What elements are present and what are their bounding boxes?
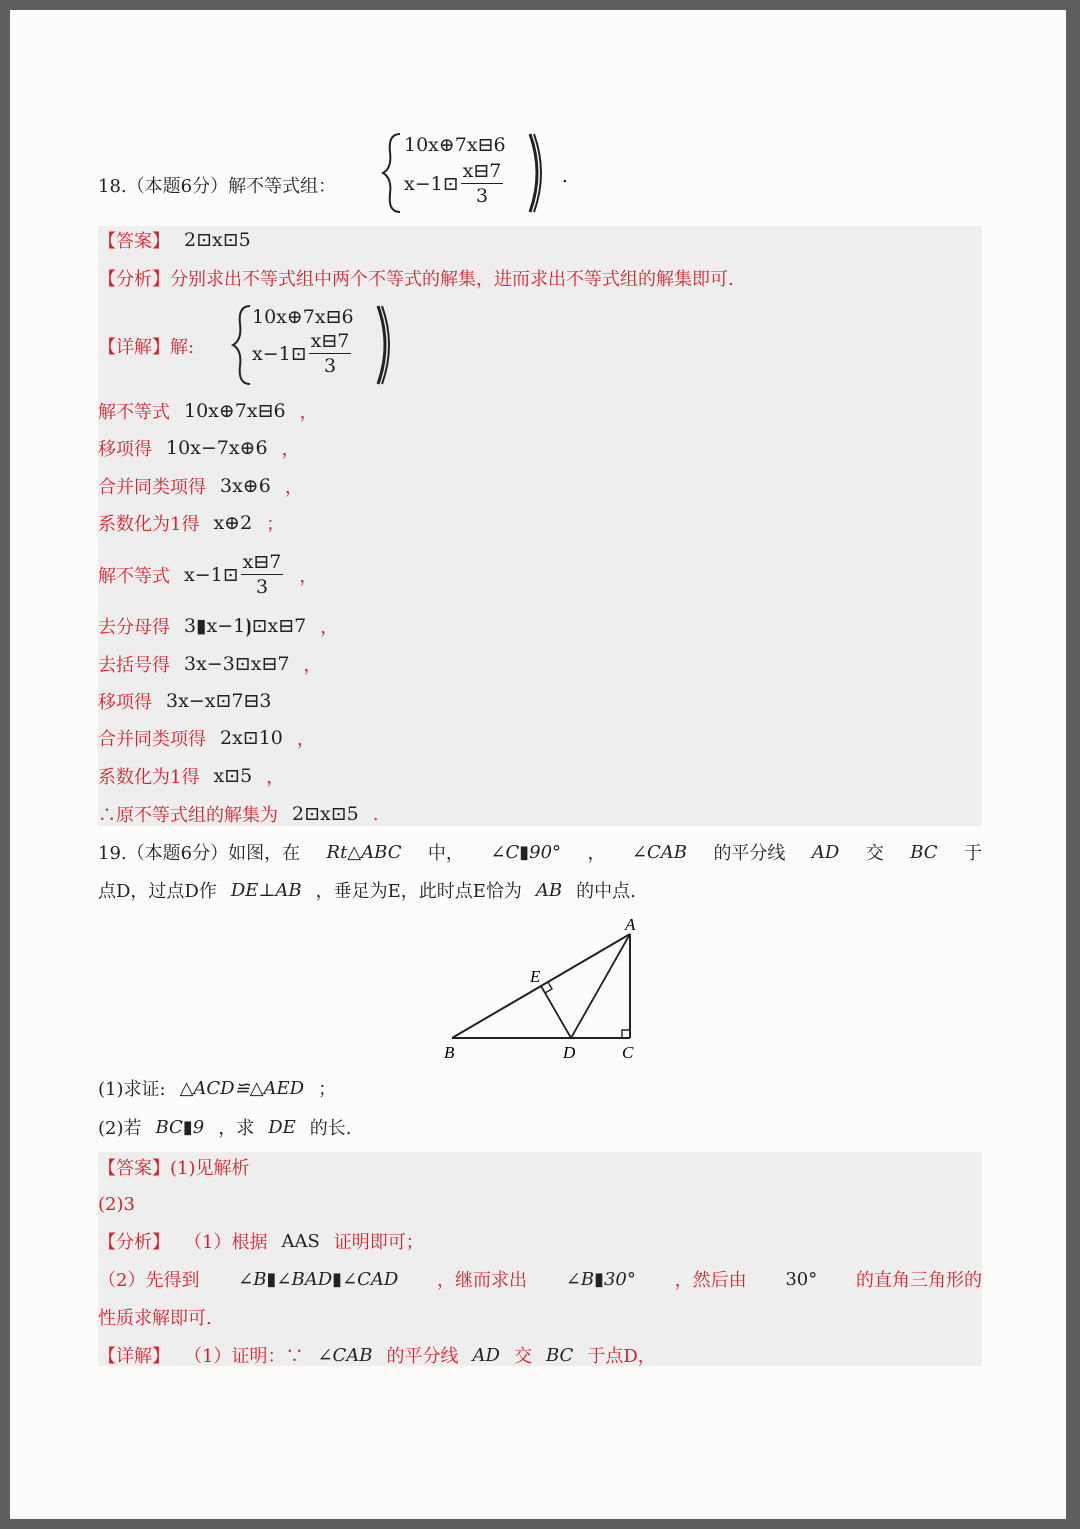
- step-end: .: [372, 803, 379, 825]
- detail-text: 的平分线: [386, 1346, 459, 1367]
- step-end: ，: [299, 566, 318, 587]
- q18-system: [380, 132, 406, 218]
- step-math: 2⊡x⊡5: [292, 803, 359, 825]
- q19-text: (2)若: [98, 1118, 142, 1139]
- step-math: 2x⊡10: [220, 727, 283, 749]
- answer-tag: 【答案】: [98, 1158, 170, 1179]
- q19-line1: [98, 834, 982, 870]
- a18-l2-numerator: x⊟7: [310, 330, 350, 352]
- q19-part2: [98, 1109, 352, 1145]
- step-end: ，: [299, 402, 318, 423]
- triangle-figure: [430, 910, 670, 1070]
- right-angle-C: [622, 1030, 630, 1038]
- step-label: 移项得: [98, 692, 152, 713]
- detail-tag: 【详解】: [98, 337, 170, 358]
- analysis-math: 30°: [785, 1268, 818, 1290]
- q19-text: ，求: [218, 1118, 255, 1139]
- analysis-math: AAS: [281, 1230, 320, 1252]
- q19-math: AD: [811, 841, 840, 863]
- q19-text: 点D，过点D作: [98, 881, 217, 902]
- step-end: ，: [320, 617, 339, 638]
- q18-right-paren: [526, 132, 546, 218]
- step-row: [98, 550, 317, 600]
- a18-detail: [98, 328, 194, 364]
- q19-part1: [98, 1070, 336, 1106]
- answer-tag: 【答案】: [98, 231, 170, 252]
- step-row: [98, 646, 321, 682]
- a18-analysis: [98, 260, 734, 296]
- step-math: 10x⊕7x⊟6: [184, 400, 286, 422]
- a18-system-line2: [252, 332, 353, 376]
- analysis-math: ∠B▮∠BAD▮∠CAD: [238, 1268, 399, 1290]
- step-math: 3x−3⊡x⊟7: [184, 653, 290, 675]
- q19-text: ，: [587, 843, 606, 864]
- step-label: 解不等式: [98, 566, 170, 587]
- step-label: 解不等式: [98, 402, 170, 423]
- detail-tag: 【详解】: [98, 1346, 170, 1367]
- label-E: E: [530, 967, 541, 986]
- step-math: x⊕2: [213, 512, 253, 534]
- a19-detail: [98, 1337, 656, 1373]
- answer-math: 2⊡x⊡5: [184, 229, 251, 251]
- step-math: 3x−x⊡7⊟3: [166, 690, 272, 712]
- q19-text: 19.（本题6分）如图，在: [98, 843, 301, 864]
- a19-analysis-2: [98, 1261, 982, 1297]
- q18-l2-numerator: x⊟7: [462, 160, 502, 182]
- a19-answer: [98, 1149, 250, 1185]
- q19-text: 的平分线: [713, 843, 786, 864]
- step-row: [98, 393, 318, 429]
- q19-text: ；: [318, 1079, 337, 1100]
- step-end: ，: [303, 655, 322, 676]
- step-row: [98, 430, 300, 466]
- analysis-text: 的直角三角形的: [855, 1270, 982, 1291]
- step-end: ；: [266, 514, 285, 535]
- analysis-text: 分别求出不等式组中两个不等式的解集，进而求出不等式组的解集即可.: [170, 269, 734, 290]
- analysis-text: （2）先得到: [98, 1270, 200, 1291]
- step-end: ，: [284, 477, 303, 498]
- a19-analysis-3: [98, 1299, 212, 1335]
- step-end: ，: [281, 439, 300, 460]
- q18-statement: [98, 167, 336, 203]
- segment-DE: [541, 986, 571, 1038]
- a18-l2-denominator: 3: [323, 355, 337, 377]
- step-row: [98, 468, 303, 504]
- q19-text: 于: [963, 843, 982, 864]
- q19-text: 交: [865, 843, 884, 864]
- answer-part2: (2)3: [98, 1193, 135, 1215]
- step-row: [98, 796, 378, 832]
- detail-math: AD: [472, 1344, 500, 1366]
- analysis-tag: 【分析】: [98, 269, 170, 290]
- step-numerator: x⊟7: [242, 551, 282, 573]
- step-math: 3x⊕6: [220, 475, 271, 497]
- q19-math: DE: [268, 1116, 296, 1138]
- q18-tail: .: [562, 166, 568, 187]
- a18-answer: [98, 222, 251, 258]
- step-label: 去括号得: [98, 655, 170, 676]
- a19-answer-2: [98, 1186, 135, 1222]
- q18-label: 18.（本题6分）解不等式组：: [98, 176, 337, 197]
- label-C: C: [622, 1043, 634, 1062]
- a18-right-paren: [374, 304, 394, 390]
- analysis-text: （1）根据: [184, 1232, 268, 1253]
- right-paren-icon: [374, 304, 394, 386]
- analysis-text: 性质求解即可.: [98, 1308, 212, 1329]
- step-label: 移项得: [98, 439, 152, 460]
- detail-text: 解:: [170, 337, 195, 358]
- q19-math: AB: [535, 879, 563, 901]
- step-math: x⊡5: [213, 765, 253, 787]
- detail-text: 交: [513, 1346, 532, 1367]
- analysis-text: ，然后由: [674, 1270, 747, 1291]
- step-label: 合并同类项得: [98, 729, 206, 750]
- step-end: ，: [266, 767, 285, 788]
- step-denominator: 3: [255, 576, 269, 598]
- step-end: ，: [296, 729, 315, 750]
- step-row: [98, 720, 315, 756]
- q19-math: Rt△ABC: [326, 841, 402, 863]
- step-math: x−1⊡: [184, 564, 239, 586]
- q18-system-line1: 10x⊕7x⊟6: [404, 134, 506, 156]
- label-B: B: [444, 1043, 455, 1062]
- q18-l2-left: x−1⊡: [404, 173, 459, 195]
- q19-math: △ACD≌△AED: [179, 1077, 305, 1099]
- analysis-text: 证明即可；: [333, 1232, 424, 1253]
- step-row: [98, 505, 284, 541]
- q18-system-line2: [404, 162, 505, 206]
- step-row: [98, 683, 285, 719]
- step-math: 3▮x−1⦘⊡x⊟7: [184, 615, 307, 637]
- step-row: [98, 758, 284, 794]
- left-brace-icon: [380, 132, 406, 214]
- step-math: 10x−7x⊕6: [166, 437, 268, 459]
- step-label: 系数化为1得: [98, 514, 200, 535]
- answer-part1: (1)见解析: [170, 1158, 250, 1179]
- detail-math: BC: [545, 1344, 574, 1366]
- step-label: ∴原不等式组的解集为: [98, 805, 278, 826]
- detail-text: 于点D，: [587, 1346, 656, 1367]
- right-paren-icon: [526, 132, 546, 214]
- q19-math: BC▮9: [155, 1116, 205, 1138]
- q19-text: 的中点.: [576, 881, 636, 902]
- label-D: D: [563, 1043, 576, 1062]
- a18-l2-left: x−1⊡: [252, 343, 307, 365]
- step-label: 合并同类项得: [98, 477, 206, 498]
- q19-text: 中，: [427, 843, 464, 864]
- exam-page: [10, 10, 1066, 1519]
- analysis-tag: 【分析】: [98, 1232, 170, 1253]
- segment-AD: [571, 934, 630, 1038]
- step-label: 去分母得: [98, 617, 170, 638]
- a18-system-line1: 10x⊕7x⊟6: [252, 306, 354, 328]
- step-row: [98, 608, 338, 644]
- analysis-text: ，继而求出: [437, 1270, 528, 1291]
- analysis-math: ∠B▮30°: [565, 1268, 636, 1290]
- label-A: A: [625, 915, 636, 934]
- detail-math: ∠CAB: [317, 1344, 373, 1366]
- q19-math: ∠CAB: [631, 841, 687, 863]
- a19-analysis: [98, 1223, 424, 1259]
- q19-math: ∠C▮90°: [490, 841, 562, 863]
- q19-math: BC: [910, 841, 938, 863]
- detail-text: （1）证明：∵: [184, 1346, 304, 1367]
- q19-math: DE⊥AB: [230, 879, 302, 901]
- q19-line2: [98, 872, 636, 908]
- q19-text: ，垂足为E，此时点E恰为: [315, 881, 522, 902]
- q19-text: (1)求证:: [98, 1079, 166, 1100]
- q19-text: 的长.: [309, 1118, 352, 1139]
- q18-l2-denominator: 3: [475, 185, 489, 207]
- step-label: 系数化为1得: [98, 767, 200, 788]
